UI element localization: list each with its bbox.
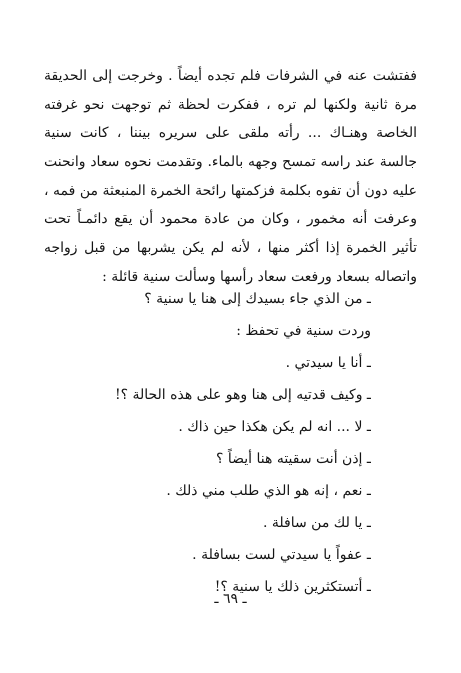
paragraph-line: واتصاله بسعاد ورفعت سعاد رأسها وسألت سنية قائلة : [102,268,417,285]
dialogue-line: ـ أتستكثرين ذلك يا سنية ؟! [214,579,371,595]
paragraph-line: ففتشت عنه في الشرفات فلم تجده أيضاً . وخرجت إلى الحديقة [44,68,417,84]
page-number: ـ ٦٩ ـ [214,591,247,607]
dialogue-line: ـ إذن أنت سقيته هنا أيضاً ؟ [215,451,371,467]
dialogue-line: ـ عفواً يا سيدتي لست بسافلة . [192,547,371,563]
dialogue-block [41,283,371,603]
paragraph-line: تأثير الخمرة إذا أكثر منها ، لأنه لم يكن يشربها من قبل زواجه [44,240,417,257]
dialogue-line: ـ من الذي جاء بسيدك إلى هنا يا سنية ؟ [144,291,371,307]
dialogue-line: ـ أنا يا سيدتي . [285,355,371,371]
dialogue-line: ـ نعم ، إنه هو الذي طلب مني ذلك . [166,483,371,499]
paragraph-line: جالسة عند راسه تمسح وجهه بالماء. وتقدمت نحوه سعاد وانحنت [44,154,417,171]
paragraph-line: وعرفت أنه مخمور ، وكان من عادة محمود أن يقع دائمـاً تحت [44,211,417,228]
paragraph-line: الخاصة وهنـاك ... رأته ملقى على سريره بيننا ، كانت سنية [44,125,417,142]
dialogue-line: وردت سنية في تحفظ : [236,323,371,339]
narrative-paragraph [44,62,417,292]
dialogue-line: ـ وكيف قدتيه إلى هنا وهو على هذه الحالة ؟! [114,387,371,403]
dialogue-line: ـ لا ... انه لم يكن هكذا حين ذاك . [178,419,371,435]
paragraph-line: عليه دون أن تفوه بكلمة فزكمتها رائحة الخمرة المنبعثة من فمه ، [44,182,417,199]
dialogue-line: ـ يا لك من سافلة . [262,515,371,531]
paragraph-line: مرة ثانية ولكنها لم تره ، ففكرت لحظة ثم توجهت نحو غرفته [44,96,417,113]
